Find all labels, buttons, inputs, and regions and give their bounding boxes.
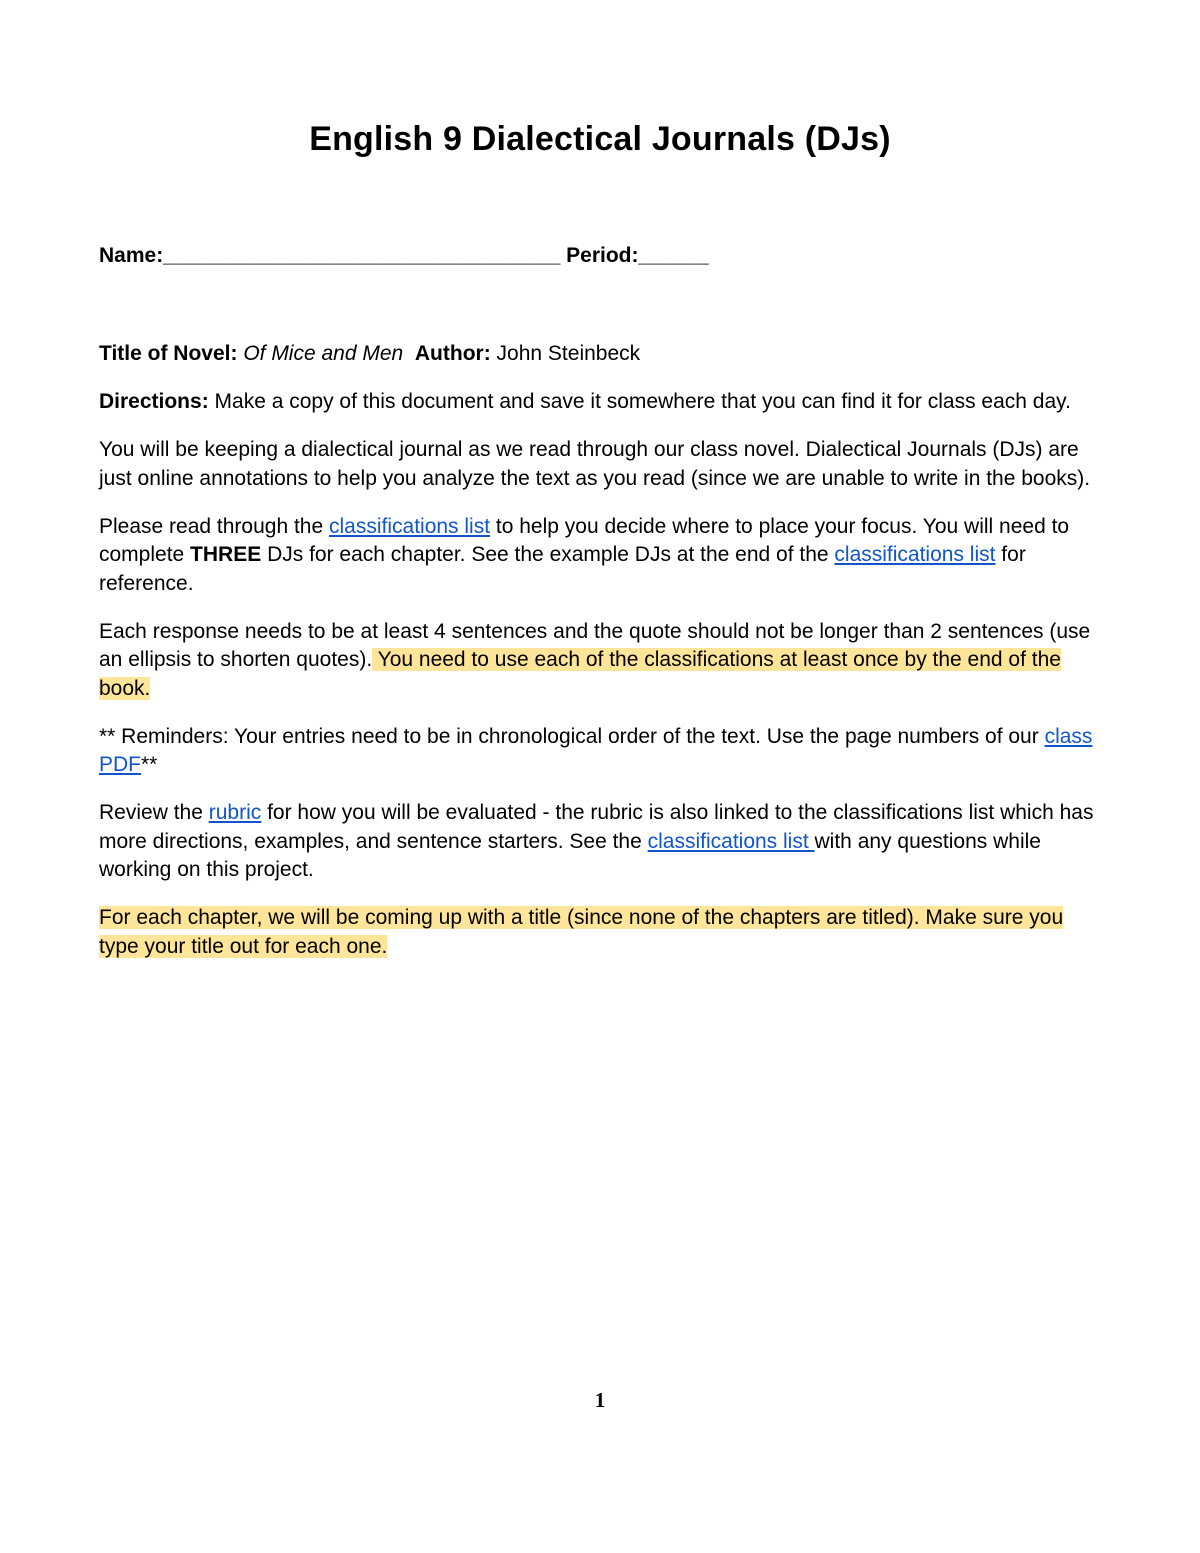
text-run: Please read through the (99, 514, 329, 538)
text-run: Review the (99, 801, 209, 824)
directions-label: Directions: (99, 390, 209, 413)
chapter-title-paragraph (99, 904, 1104, 961)
class-pdf-link[interactable]: class PDF (99, 724, 1093, 776)
text-run: ** Reminders: Your entries need to be in chronological order of the text. Use the page numbers of our (99, 724, 1045, 748)
name-label: Name: (99, 244, 164, 267)
response-requirements-paragraph (99, 618, 1104, 704)
rubric-link[interactable]: rubric (208, 801, 262, 824)
novel-info-line (99, 340, 1104, 369)
text-run: ** (141, 753, 158, 776)
text-run: to help you decide where to place your focus. You will need to complete (99, 514, 1070, 566)
text-run: Each response needs to be at least 4 sentences and the quote should not be longer than 2 sentences (use an ellipsis to shorten quotes). (99, 619, 1091, 671)
author-label: Author: (414, 342, 491, 365)
author-name: John Steinbeck (496, 342, 641, 365)
classifications-list-link[interactable]: classifications list (329, 514, 491, 538)
novel-title: Of Mice and Men (243, 342, 404, 365)
highlighted-chapter-title-note: For each chapter, we will be coming up with a title (since none of the chapters are titled). Make sure you type your title out for each one. (99, 906, 1064, 958)
directions-text: Make a copy of this document and save it somewhere that you can find it for class each day. (214, 390, 1071, 413)
directions-paragraph (99, 388, 1104, 417)
rubric-paragraph (99, 799, 1104, 885)
period-label: Period: (566, 244, 639, 267)
text-run: for reference. (99, 543, 1026, 595)
classifications-list-link-2[interactable]: classifications list (834, 543, 996, 566)
text-run: for how you will be evaluated - the rubric is also linked to the classifications list which has more directions, examples, and sentence starters. See the (99, 801, 1094, 853)
classifications-list-link-3[interactable]: classifications list (647, 829, 815, 853)
classifications-paragraph (99, 513, 1104, 599)
journal-intro-paragraph: You will be keeping a dialectical journal as we read through our class novel. Dialectical Journals (DJs) are just online annotations to help you analyze the text as you read (since we are unable to write in the books). (99, 438, 1091, 490)
document-body (99, 340, 1104, 981)
novel-label: Title of Novel: (99, 342, 238, 365)
highlighted-requirement: You need to use each of the classifications at least once by the end of the book. (99, 648, 1061, 700)
document-title: English 9 Dialectical Journals (DJs) (309, 120, 891, 158)
three-emphasis: THREE (190, 543, 262, 566)
name-blank: __________________________________ (163, 244, 561, 267)
text-run: with any questions while working on this project. (99, 829, 1041, 881)
reminders-paragraph (99, 723, 1104, 780)
period-blank: ______ (638, 244, 709, 267)
text-run: DJs for each chapter. See the example DJs at the end of the (261, 543, 835, 566)
page-number: 1 (594, 1388, 606, 1412)
name-period-line (99, 244, 709, 268)
